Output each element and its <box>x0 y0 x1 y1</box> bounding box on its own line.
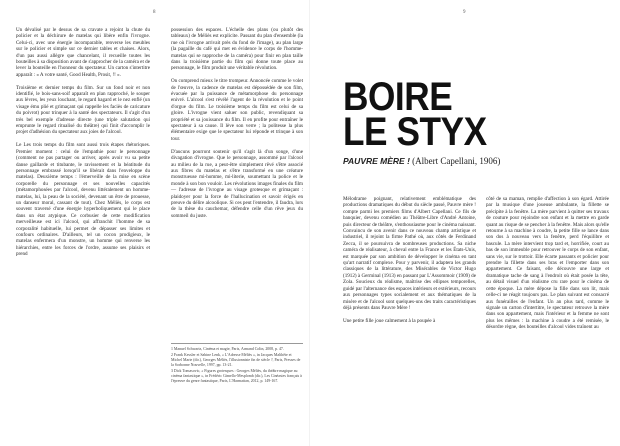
paragraph: Un dévalisé par le dessus de sa cravate a rejoint la chute du policier et la déchirure de matelas qui libère enfin l'ivrogne. Celui-ci, avec une énergie incomparable, renverse les meubles sur le policier et simple sur ce dernier tables et chaises. Alors, d'un pas aussi allègre que chancelant, il recueille toutes les bouteilles à sa disposition avant de s'approcher de la caméra et de lever la bouteille en l'honneur du spectateur. Un carton s'intertitre apparaît : « A votre santé, Good Health, Prosit, !! ». <box>16 27 150 78</box>
left-page-number: 8 <box>153 10 156 15</box>
chapter-title-line-2: LE STYX <box>343 110 487 154</box>
right-page-number: 9 <box>463 10 466 15</box>
chapter-subtitle <box>343 156 500 166</box>
left-page-column-1 <box>16 27 150 264</box>
paragraph: D'aucuns pourront soutenir qu'il s'agit là d'un songe, d'une divagation d'ivrogne. Que le personnage, assommé par l'alcool au milieu de la rue, a peut-être simplement rêvé s'être associé aux fibres du matelas et s'être transformé en une créature monstrueuse mi-homme, mi-literie, soumettant la police et le monde à son bon vouloir. Les révolutions images finales du film — l'adresse de l'ivrogne au visage grotesque et grimaçant : plaidoyer pour la force de l'hallucination et savoir érigés en preuve du délire alcoolique. Si ces peut l'entendre, il faudra, lors de la thèse du cauchemar, défendre celle d'un rêve jeux du sommeil du juste. <box>171 148 303 219</box>
paragraph: Le Les trois temps du film sont aussi trois étapes rhétoriques. Premier moment : celui de l'empathie pour le personnage (comment ne pas partager ou arriver, après avoir vu sa petite danse gaillarde et titubante, le ravissement et la béatitude du personnage embrassé lorsqu'il se libérait dans l'enveloppe du matelas). Deuxième temps : l'émerveille de la mise en scène corporelle du personnage et ses nouvelles capacités (métamorphosées par l'alcool, devenu littéralement un homme-matelas, lui, la peau de la société, devenant un être de prouesse, un danseur moral, cassant de tout). Chez Méliès, le corps est souvent traversé d'une énergie hyperboliquement qui le place dans un état atypique. Ce corbusier de cette modification merveilleuse est ici l'alcool, qui affranchit l'homme de sa corporalité habituelle, lui permet de dépasser ses limites et confours ordinaires. D'ailleurs, tel un cocon prodigieux, le matelas enfermera d'un monstre, un homme qui renverse les hiérarchies, entre les forces de l'ordre, assume ses plaisirs et prend <box>16 142 150 258</box>
chapter-title-line-1: BOIRE <box>343 75 453 119</box>
right-page-column-2 <box>486 196 609 337</box>
paragraph: Mélodrame poignant, relativement emblématique des productions dramatiques du début du siècle passé, Pauvre mère ! compte parmi les premiers films d'Albert Capellani. Ce fils de banquier, devenu comédien au Théâtre-Libre d'André Antoine, puis directeur de théâtre, s'enthousiasme pour le cinéma naissant. Convaincu de son avenir dans ce nouveau champ artistique et industriel, il rejoint la firme Pathé où, aux côtés de Ferdinand Zecca, il se poursuivra de nombreuses productions. Sa niche caméra de réalisateur, à cheval entre la France et les États-Unis, est marquée par son ambition de développer le cinéma en tant qu'art narratif complexe. Pour y parvenir, il adaptera les grands classiques de la littérature, des Misérables de Victor Hugo (1912) à Germinal (1913) en passant par L'Assommoir (1909) de Zola. Soucieux du réalisme, maîtrise des ellipses temporelles, guidé par l'alternance des espaces intérieurs et extérieurs, recours aux personnages types socialement et aux thématiques de la misère et de l'alcool sont quelques-uns des traits caractéristiques déjà présents dans Pauvre Mère ! <box>343 196 476 311</box>
paragraph: On comprend mieux le titre trompeur. Annoncée comme le volet de l'œuvre, la cadence de matelas est dépossédée de son film, évacuée par la puissance de métamorphose du personnage enivré. L'alcool s'est révélé l'agent de la révolution et le point d'orgue du film. Le troisième temps du film est celui de sa gloire. L'ivrogne vient saluer son public, revendiquant sa propriété et sa jouissance du film. Il en profite pour entraîner le spectateur à sa cause. Il lève son verre ; la politesse la plus élémentaire exige que le spectateur lui réponde et trinque à son tour. <box>171 78 303 142</box>
film-credit: (Albert Capellani, 1906) <box>409 156 501 166</box>
right-page-column-1 <box>343 196 476 331</box>
film-title: PAUVRE MÈRE ! <box>343 156 410 166</box>
chapter-title <box>343 75 487 154</box>
page-gutter <box>309 0 310 446</box>
footnotes <box>171 343 303 385</box>
footnote: 2 Frank Kessler et Sabine Lenk, « L'Adresse Méliès », in Jacques Malthête et Michel Marie (dir.), Georges Méliès, l'illusionniste fin de siècle ?, Paris, Presses de la Sorbonne Nouvelle, 1997, pp. 13-21. <box>171 353 301 367</box>
left-page-column-2 <box>171 27 303 226</box>
footnote: 3 Dick Tomasovic, « Figures grotesques : Georges Méliès, du théâtre magique au cinéma fantastique », in Frédéric Gimello-Mesplomb (dir.), Les Cinéastes français à l'épreuve du genre fantastique, Paris, L'Harmattan, 2012, p. 149-167. <box>171 369 302 383</box>
footnote: 1 Manuel Schwartz, Cinéma et magie, Paris, Armand Colin, 2008, p. 47. <box>171 347 284 351</box>
paragraph: côté de sa maman, remplie d'affection à son égard. Attirée par la musique d'une joueuse ambulante, la fillette se précipite à la fenêtre. La mère parvient à quitter ses travaux de couture pour rejoindre son enfant et la mettre en garde quant au risque de se pencher à la fenêtre. Mais alors qu'elle retourne à sa machine à coudre, la petite fille se lance dans son dos à nouveau vers la fenêtre, perd l'équilibre et bascule. La mère intervient trop tard et, horrifiée, court au bas de son immeuble pour retrouver le corps de son enfant, sans vie, sur le trottoir. Elle écarte passants et policier pour prendre la fillette dans ses bras et l'emporter dans son appartement. Ce faisant, elle découvre une large et dramatique tache de sang à l'endroit où était posée la tête, au détail visuel d'un réalisme cru rare pour le cinéma de cette époque. La mère dépose la fille dans son lit, mais celle-ci ne réagit toujours pas. Le plan suivant est consacré aux funérailles de l'enfant. Un an plus tard, comme le signale un carton d'intertitre, le spectateur retrouve la mère dans son appartement, mais l'intérieur et la femme ne sont plus les mêmes : la machine à coudre a été remisée, le désordre règne, des bouteilles d'alcool vides traînent au <box>486 196 609 331</box>
paragraph: possession des espaces. L'échelle des plans (ou plutôt des tableaux) de Méliès est explicite. Passant du plan d'ensemble (la rue où l'ivrogne arrivait près du fond de l'image), au plan large (la pagaille du café qui met en évidence le corps de l'homme-matelas qui se rapproche de la caméra) pour finir en plan taille dans la troisième partie du film qui donne toute place au personnage, le film produit une véritable révolution. <box>171 27 303 72</box>
paragraph: Troisième et dernier temps du film. Sur un fond noir et non identifié, le bois-sans-soif apparaît en plan rapproché, le souper aux lèvres, les yeux louchant, le regard hagard et le nez enflé (un visage ému plié et grimaçant qui rappelle les faciès de caricature du poivrot) pour trinquer à la santé des spectateurs. Il s'agit d'un très bel exemple d'adresse directe (une triple salutation qui emprunte le regard ritualisé du théâtre) qui finit d'accomplir le projet d'adhésion du spectateur aux joies de l'alcool. <box>16 84 150 136</box>
paragraph: Une petite fille joue calmement à la poupée à <box>343 317 436 324</box>
